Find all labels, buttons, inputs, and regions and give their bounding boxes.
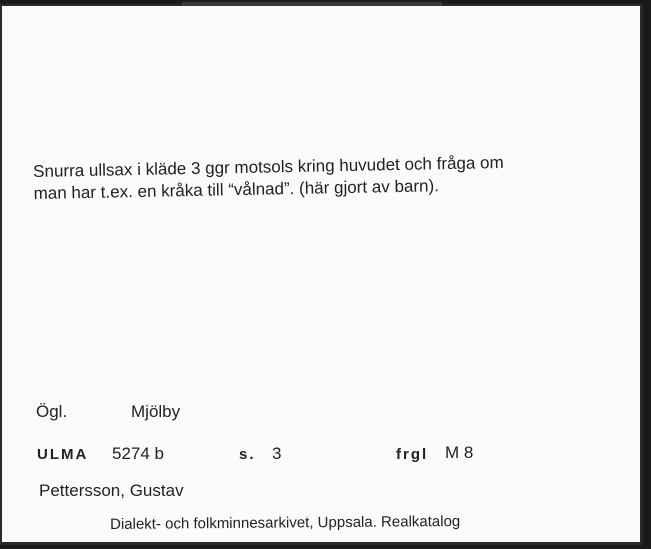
catalog-card: [0, 4, 643, 545]
description-line-2: man har t.ex. en kråka till “vålnad”. (här gjort av barn).: [33, 176, 440, 203]
card-description: [33, 149, 634, 205]
description-line-1: Snurra ullsax i kläde 3 ggr motsols kring huvudet och fråga om: [33, 152, 504, 181]
archive-number: 5274 b: [112, 444, 164, 463]
region-label: Ögl.: [36, 402, 68, 421]
question-number: M 8: [445, 443, 474, 462]
archive-label: ULMA: [37, 446, 89, 463]
archive-footer: Dialekt- och folkminnesarkivet, Uppsala. Realkatalog: [110, 512, 461, 533]
top-edge-strip: [182, 2, 442, 6]
place-name: Mjölby: [131, 402, 181, 421]
page-label: s.: [239, 446, 256, 463]
page-number: 3: [272, 444, 282, 463]
question-label: frgl: [396, 446, 429, 463]
recorder-name: Pettersson, Gustav: [39, 481, 184, 500]
